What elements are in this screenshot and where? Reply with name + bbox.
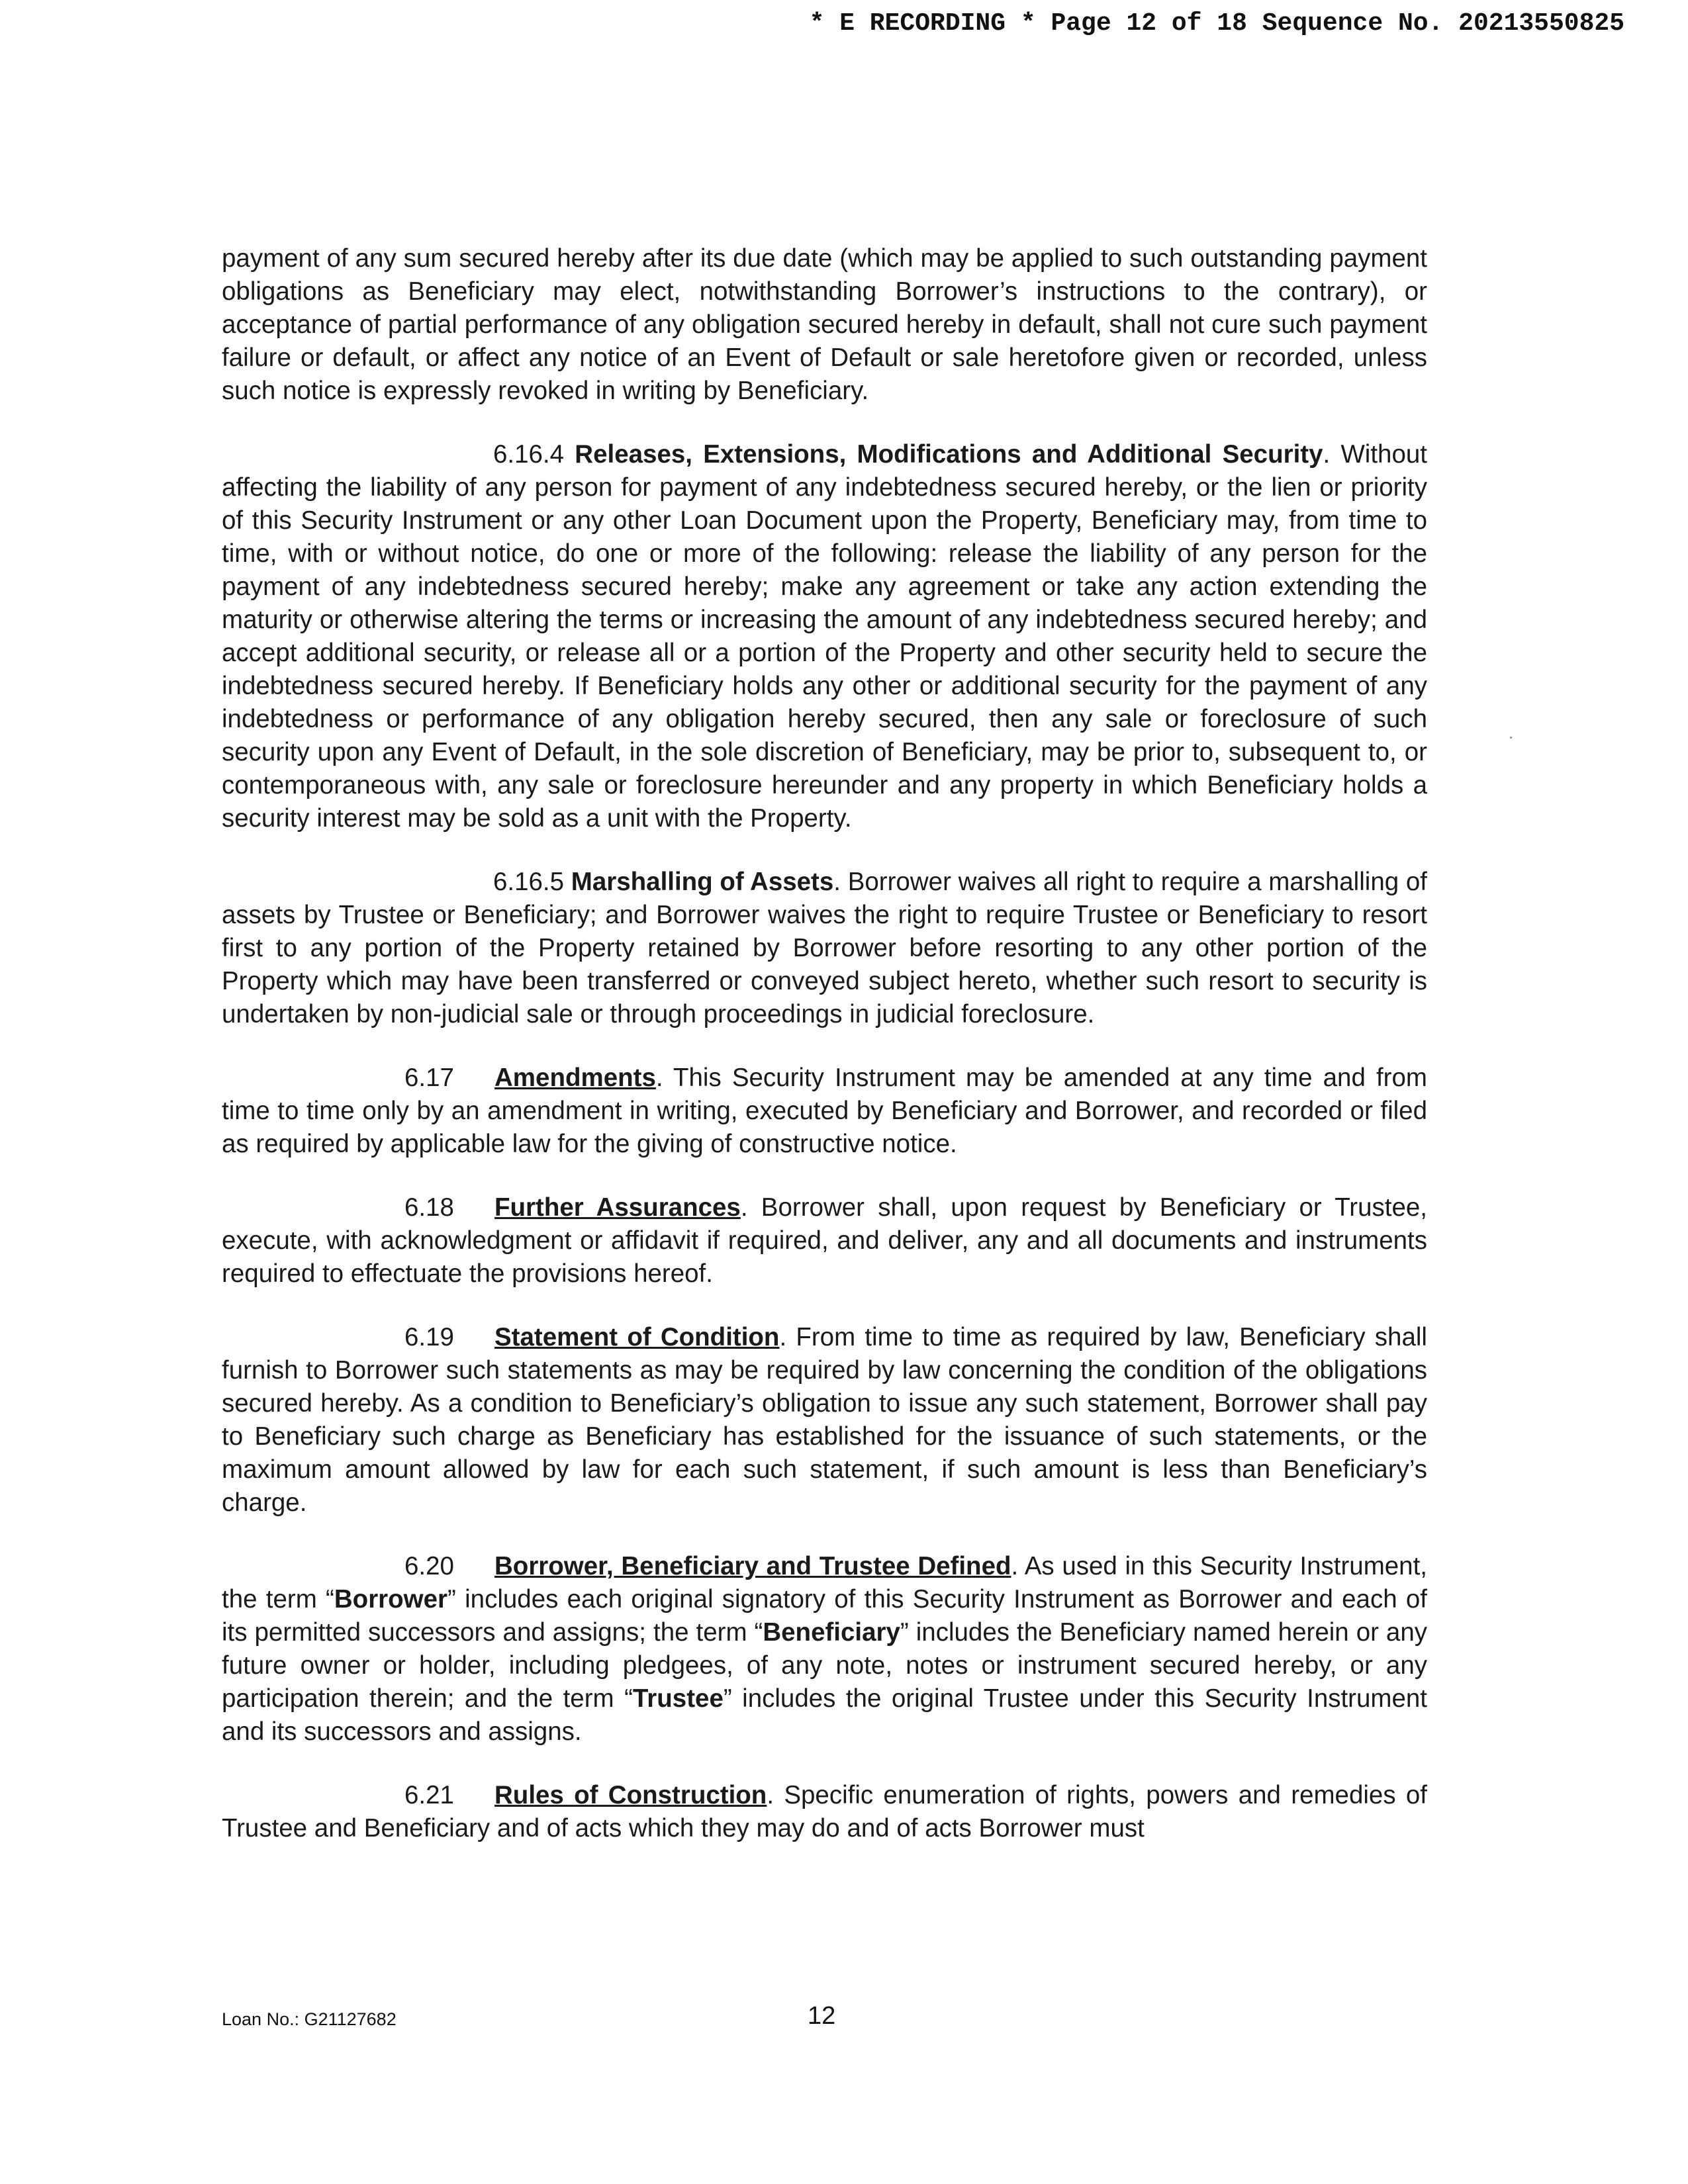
section-title: Releases, Extensions, Modifications and Additional Security bbox=[575, 440, 1323, 469]
section-body-end: ” includes the original Trustee under this Security Instrument and its successors and assigns. bbox=[222, 1684, 1427, 1746]
section-title: Statement of Condition bbox=[494, 1323, 780, 1351]
page-number: 12 bbox=[808, 2002, 836, 2030]
section-6-21: 6.21 Rules of Construction. Specific enumeration of rights, powers and remedies of Trustee and Beneficiary and of acts which they may do and of acts Borrower must bbox=[222, 1779, 1427, 1845]
section-number: 6.21 bbox=[404, 1781, 454, 1809]
section-6-20: 6.20 Borrower, Beneficiary and Trustee Defined. As used in this Security Instrument, the term “Borrower” includes each original signatory of this Security Instrument as Borrower and each of its permitted successors and assigns; the term “Beneficiary” includes the Beneficiary named herein or any future owner or holder, including pledgees, of any note, notes or instrument secured hereby, or any participation therein; and the term “Trustee” includes the original Trustee under this Security Instrument and its successors and assigns. bbox=[222, 1550, 1427, 1749]
section-body: Borrower waives all right to require a marshalling of assets by Trustee or Beneficiary; and Borrower waives the right to require Trustee or Beneficiary to resort first to any portion of the Property retained by Borrower before resorting to any other portion of the Property which may have been transferred or conveyed subject hereto, whether such resort to security is undertaken by non-judicial sale or through proceedings in judicial foreclosure. bbox=[222, 868, 1427, 1028]
section-body: From time to time as required by law, Beneficiary shall furnish to Borrower such statements as may be required by law concerning the condition of the obligations secured hereby. As a condition to Beneficiary’s obligation to issue any such statement, Borrower shall pay to Beneficiary such charge as Beneficiary has established for the issuance of such statements, or the maximum amount allowed by law for each such statement, if such amount is less than Beneficiary’s charge. bbox=[222, 1323, 1427, 1517]
section-number: 6.19 bbox=[404, 1323, 454, 1351]
section-6-17: 6.17 Amendments. This Security Instrument may be amended at any time and from time to time only by an amendment in writing, executed by Beneficiary and Borrower, and recorded or filed as required by applicable law for the giving of constructive notice. bbox=[222, 1062, 1427, 1161]
recording-stamp: * E RECORDING * Page 12 of 18 Sequence No. 20213550825 bbox=[809, 9, 1624, 38]
loan-number: Loan No.: G21127682 bbox=[222, 2009, 397, 2029]
section-number: 6.17 bbox=[404, 1064, 454, 1092]
section-title: Borrower, Beneficiary and Trustee Defined bbox=[494, 1552, 1011, 1580]
section-title: Further Assurances bbox=[494, 1193, 741, 1222]
section-6-16-5: 6.16.5 Marshalling of Assets. Borrower waives all right to require a marshalling of assets by Trustee or Beneficiary; and Borrower waives the right to require Trustee or Beneficiary to resort first to any portion of the Property retained by Borrower before resorting to any other portion of the Property which may have been transferred or conveyed subject hereto, whether such resort to security is undertaken by non-judicial sale or through proceedings in judicial foreclosure. bbox=[222, 868, 1427, 1028]
section-body: Without affecting the liability of any person for payment of any indebtedness secured hereby, or the lien or priority of this Security Instrument or any other Loan Document upon the Property, Beneficiary may, from time to time, with or without notice, do one or more of the following: release the liability of any person for the payment of any indebtedness secured hereby; make any agreement or take any action extending the maturity or otherwise altering the terms or increasing the amount of any indebtedness secured hereby; and accept additional security, or release all or a portion of the Property and other security held to secure the indebtedness secured hereby. If Beneficiary holds any other or additional security for the payment of any indebtedness or performance of any obligation hereby secured, then any sale or foreclosure of such security upon any Event of Default, in the sole discretion of Beneficiary, may be prior to, subsequent to, or contemporaneous with, any sale or foreclosure hereunder and any property in which Beneficiary holds a security interest may be sold as a unit with the Property. bbox=[222, 440, 1427, 833]
paragraph-continued: payment of any sum secured hereby after its due date (which may be applied to such outstanding payment obligations as Beneficiary may elect, notwithstanding Borrower’s instructions to the contrary), or acceptance of partial performance of any obligation secured hereby in default, shall not cure such payment failure or default, or affect any notice of an Event of Default or sale heretofore given or recorded, unless such notice is expressly revoked in writing by Beneficiary. bbox=[222, 244, 1427, 405]
section-number: 6.16.4 bbox=[493, 440, 565, 469]
scan-speck bbox=[1510, 737, 1512, 739]
section-title: Amendments bbox=[494, 1064, 656, 1092]
section-number: 6.16.5 bbox=[493, 868, 565, 896]
document-body bbox=[222, 242, 1427, 1876]
section-number: 6.20 bbox=[404, 1552, 454, 1580]
section-6-19: 6.19 Statement of Condition. From time to time as required by law, Beneficiary shall furnish to Borrower such statements as may be required by law concerning the condition of the obligations secured hereby. As a condition to Beneficiary’s obligation to issue any such statement, Borrower shall pay to Beneficiary such charge as Beneficiary has established for the issuance of such statements, or the maximum amount allowed by law for each such statement, if such amount is less than Beneficiary’s charge. bbox=[222, 1321, 1427, 1520]
section-6-16-4: 6.16.4 Releases, Extensions, Modifications and Additional Security. Without affecting the liability of any person for payment of any indebtedness secured hereby, or the lien or priority of this Security Instrument or any other Loan Document upon the Property, Beneficiary may, from time to time, with or without notice, do one or more of the following: release the liability of any person for the payment of any indebtedness secured hereby; make any agreement or take any action extending the maturity or otherwise altering the terms or increasing the amount of any indebtedness secured hereby; and accept additional security, or release all or a portion of the Property and other security held to secure the indebtedness secured hereby. If Beneficiary holds any other or additional security for the payment of any indebtedness or performance of any obligation hereby secured, then any sale or foreclosure of such security upon any Event of Default, in the sole discretion of Beneficiary, may be prior to, subsequent to, or contemporaneous with, any sale or foreclosure hereunder and any property in which Beneficiary holds a security interest may be sold as a unit with the Property. bbox=[222, 440, 1427, 833]
defined-term-borrower: Borrower bbox=[334, 1585, 448, 1614]
section-6-18: 6.18 Further Assurances. Borrower shall, upon request by Beneficiary or Trustee, execute, with acknowledgment or affidavit if required, and deliver, any and all documents and instruments required to effectuate the provisions hereof. bbox=[222, 1191, 1427, 1291]
section-body: This Security Instrument may be amended at any time and from time to time only by an amendment in writing, executed by Beneficiary and Borrower, and recorded or filed as required by applicable law for the giving of constructive notice. bbox=[222, 1064, 1427, 1158]
section-body-mid2: ” includes the Beneficiary named herein or any future owner or holder, including pledgees, of any note, notes or instrument secured hereby, or any participation therein; and the term “ bbox=[222, 1618, 1427, 1713]
defined-term-beneficiary: Beneficiary bbox=[763, 1618, 900, 1647]
section-body: Specific enumeration of rights, powers and remedies of Trustee and Beneficiary and of acts which they may do and of acts Borrower must bbox=[222, 1781, 1428, 1843]
defined-term-trustee: Trustee bbox=[632, 1684, 724, 1713]
section-body-mid1: ” includes each original signatory of this Security Instrument as Borrower and each of its permitted successors and assigns; the term “ bbox=[222, 1585, 1428, 1647]
section-title: Marshalling of Assets bbox=[571, 868, 834, 896]
section-title: Rules of Construction bbox=[494, 1781, 767, 1809]
section-body-intro: As used in this Security Instrument, the term “ bbox=[222, 1552, 1427, 1614]
section-body: Borrower shall, upon request by Beneficiary or Trustee, execute, with acknowledgment or affidavit if required, and deliver, any and all documents and instruments required to effectuate the provisions hereof. bbox=[222, 1193, 1427, 1288]
section-number: 6.18 bbox=[404, 1193, 454, 1222]
